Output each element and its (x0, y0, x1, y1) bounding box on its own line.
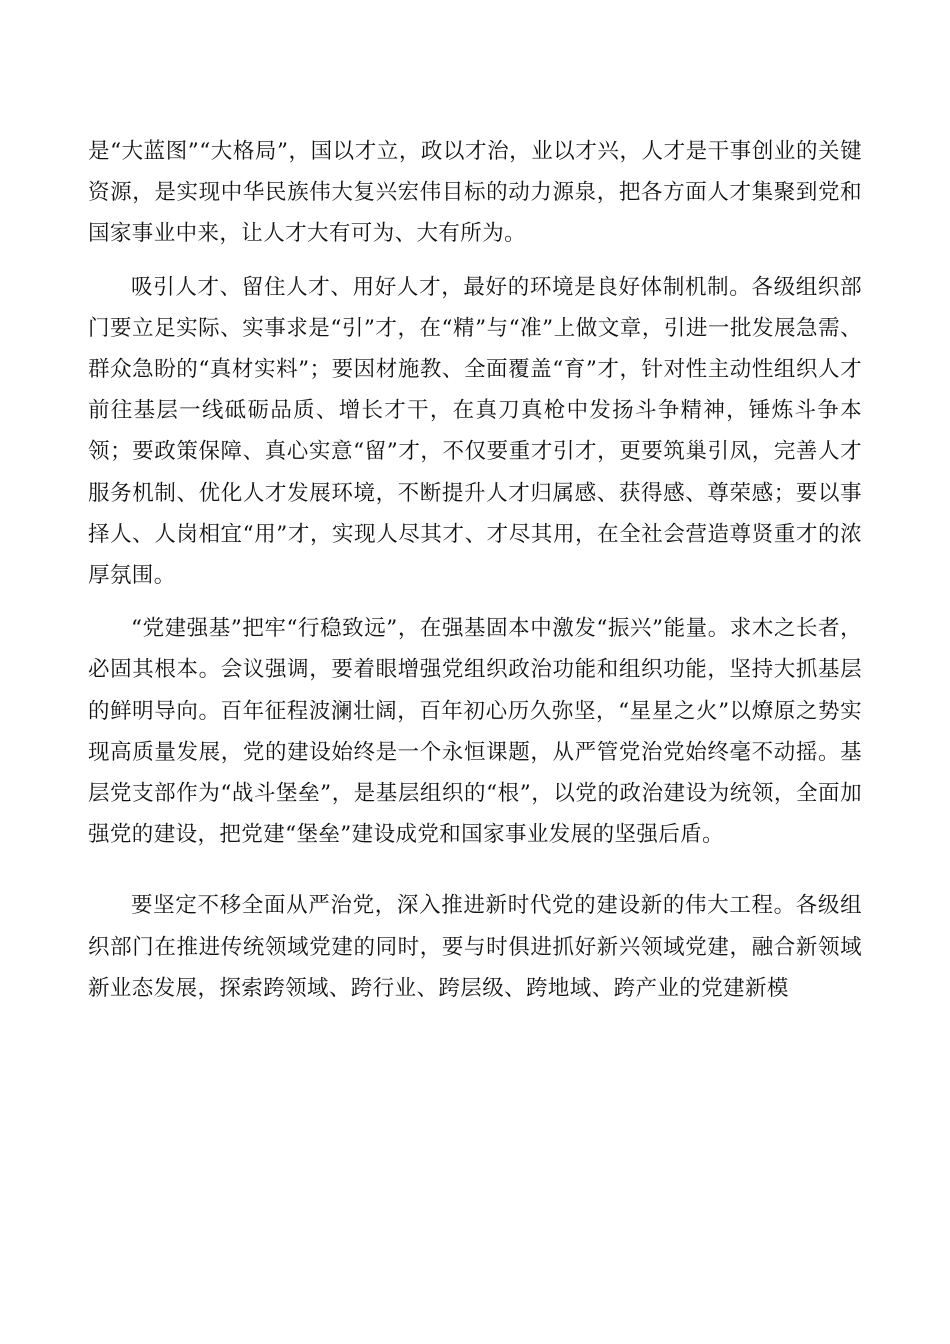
paragraph-party-building-foundation: “党建强基”把牢“行稳致远”，在强基固本中激发“振兴”能量。求木之长者，必固其根本。会议强调，要着眼增强党组织政治功能和组织功能，坚持大抓基层的鲜明导向。百年征程波澜壮阔，百年初心历久弥坚，“星星之火”以燎原之势实现高质量发展，党的建设始终是一个永恒课题，从严管党治党始终毫不动摇。基层党支部作为“战斗堡垒”，是基层组织的“根”，以党的政治建设为统领，全面加强党的建设，把党建“堡垒”建设成党和国家事业发展的坚强后盾。 (88, 616, 862, 848)
paragraph-talent-mechanism: 吸引人才、留住人才、用好人才，最好的环境是良好体制机制。各级组织部门要立足实际、实事求是“引”才，在“精”与“准”上做文章，引进一批发展急需、群众急盼的“真材实料”；要因材施教、全面覆盖“育”才，针对性主动性组织人才前往基层一线砥砺品质、增长才干，在真刀真枪中发扬斗争精神，锤炼斗争本领；要政策保障、真心实意“留”才，不仅要重才引才，更要筑巢引凤，完善人才服务机制、优化人才发展环境，不断提升人才归属感、获得感、尊荣感；要以事择人、人岗相宜“用”才，实现人尽其才、才尽其用，在全社会营造尊贤重才的浓厚氛围。 (88, 274, 862, 589)
document-body (88, 131, 862, 1009)
paragraph-talent-continuation: 是“大蓝图”“大格局”，国以才立，政以才治，业以才兴，人才是干事创业的关键资源，是实现中华民族伟大复兴宏伟目标的动力源泉，把各方面人才集聚到党和国家事业中来，让人才大有可为、大有所为。 (88, 139, 862, 247)
paragraph-strict-party-governance: 要坚定不移全面从严治党，深入推进新时代党的建设新的伟大工程。各级组织部门在推进传统领域党建的同时，要与时俱进抓好新兴领域党建，融合新领域新业态发展，探索跨领域、跨行业、跨层级、跨地域、跨产业的党建新模 (88, 893, 862, 1001)
